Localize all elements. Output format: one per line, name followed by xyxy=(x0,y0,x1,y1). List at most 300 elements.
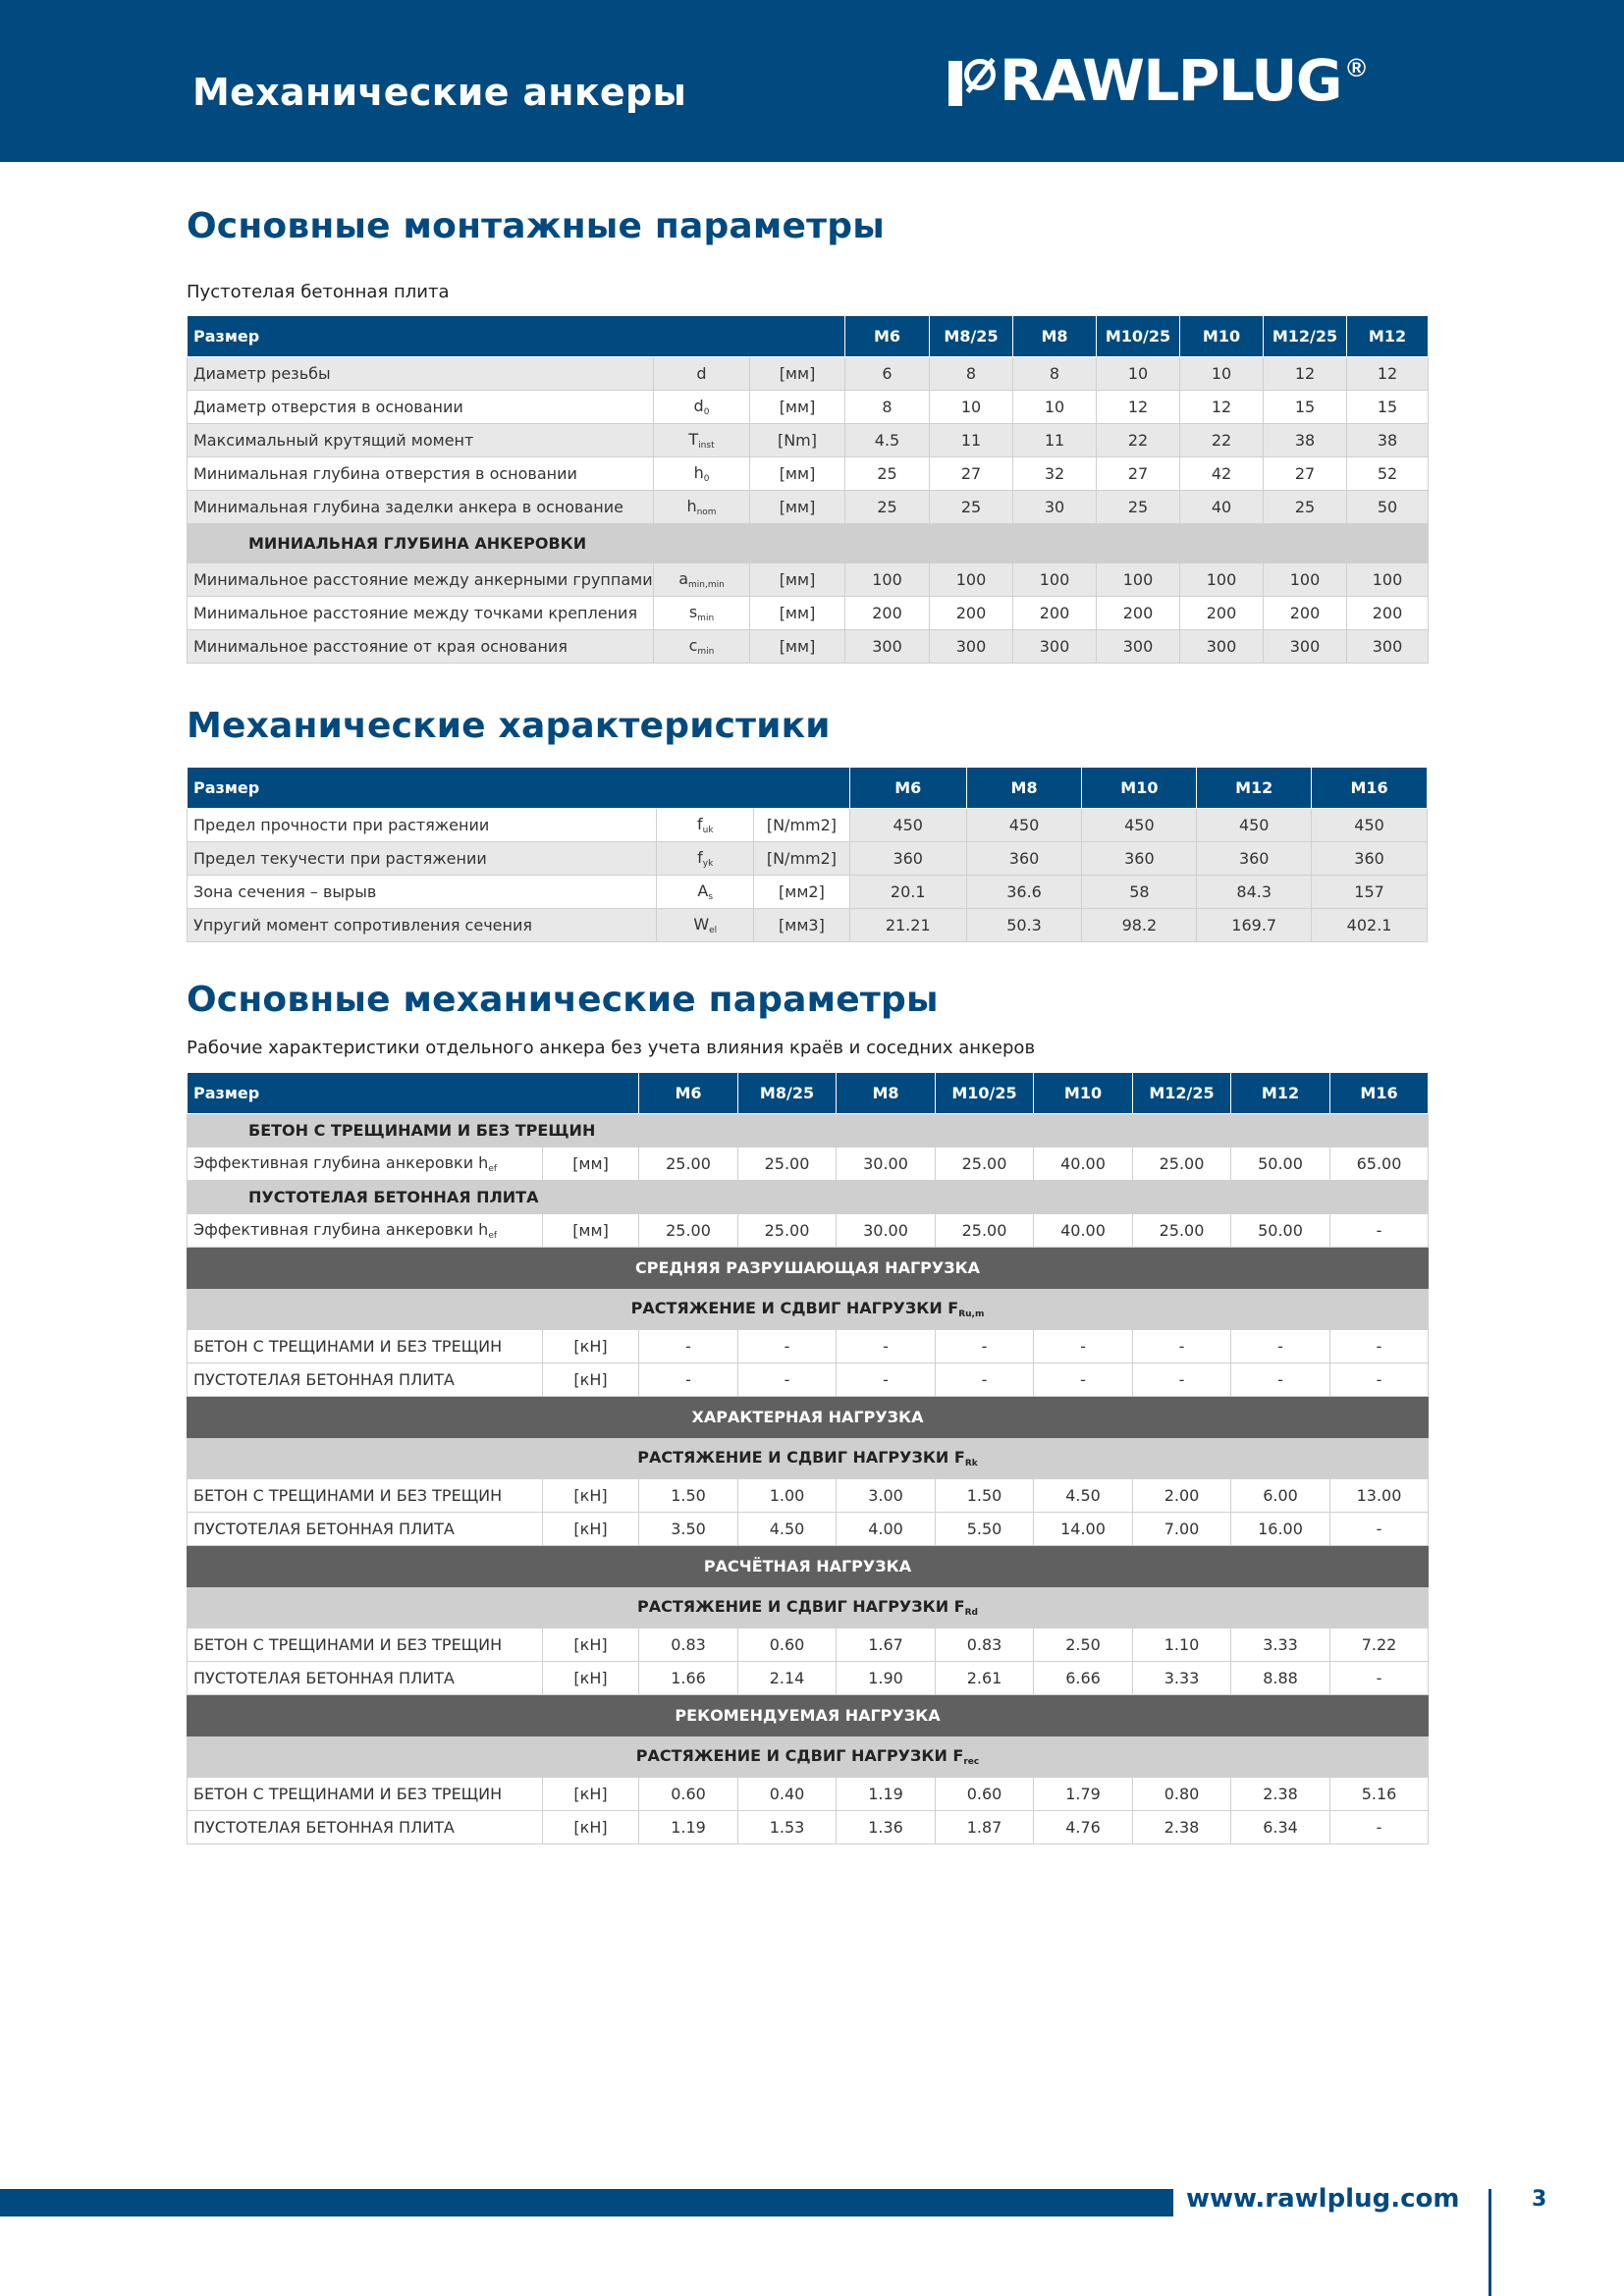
row-value: 2.14 xyxy=(738,1662,837,1695)
row-value: 4.5 xyxy=(845,424,930,457)
row-value: 200 xyxy=(1264,597,1347,630)
row-label: Минимальное расстояние между точками крепления xyxy=(188,597,654,630)
table-row xyxy=(188,909,1428,942)
row-value: - xyxy=(1133,1363,1231,1397)
row-value: 1.50 xyxy=(639,1479,738,1513)
row-value: 450 xyxy=(1082,809,1197,842)
row-value: 3.33 xyxy=(1133,1662,1231,1695)
row-value: 22 xyxy=(1097,424,1180,457)
row-value: 13.00 xyxy=(1330,1479,1429,1513)
load-group-subtitle: РАСТЯЖЕНИЕ И СДВИГ НАГРУЗКИ $F_{Rd}$ xyxy=(188,1587,1429,1629)
row-label: ПУСТОТЕЛАЯ БЕТОННАЯ ПЛИТА xyxy=(188,1662,543,1695)
row-label: Минимальная глубина отверстия в основании xyxy=(188,457,654,491)
load-row xyxy=(188,1662,1429,1695)
header-size: M16 xyxy=(1330,1073,1429,1114)
row-value: 98.2 xyxy=(1082,909,1197,942)
row-value: 25.00 xyxy=(738,1148,837,1181)
symbol-cell: $f_{uk}$ xyxy=(657,809,754,842)
row-unit: [мм] xyxy=(543,1148,639,1181)
row-unit: [мм] xyxy=(750,630,845,664)
row-value: 200 xyxy=(1347,597,1429,630)
row-unit: [кН] xyxy=(543,1811,639,1844)
row-value: 1.19 xyxy=(639,1811,738,1844)
section1-title: Основные монтажные параметры xyxy=(187,206,885,246)
row-value: 50 xyxy=(1347,491,1429,524)
row-value: 5.16 xyxy=(1330,1778,1429,1811)
row-value: 42 xyxy=(1180,457,1264,491)
row-unit: [кН] xyxy=(543,1330,639,1363)
page-number: 3 xyxy=(1532,2187,1547,2212)
row-value: - xyxy=(639,1330,738,1363)
row-value: - xyxy=(1330,1214,1429,1248)
row-value: 6.00 xyxy=(1231,1479,1330,1513)
load-row xyxy=(188,1811,1429,1844)
row-value: 200 xyxy=(930,597,1013,630)
rawlplug-logo xyxy=(945,47,1367,114)
header-size: M10 xyxy=(1034,1073,1133,1114)
logo-wordmark: RAWLPLUG xyxy=(1000,47,1341,114)
row-value: 50.00 xyxy=(1231,1214,1330,1248)
row-value: 11 xyxy=(930,424,1013,457)
symbol-subscript: el xyxy=(709,926,718,935)
row-label: ПУСТОТЕЛАЯ БЕТОННАЯ ПЛИТА xyxy=(188,1811,543,1844)
section3-title: Основные механические параметры xyxy=(187,980,939,1020)
symbol-subscript: 0 xyxy=(703,474,710,484)
row-value: 7.22 xyxy=(1330,1629,1429,1662)
header-size: M6 xyxy=(849,768,966,809)
row-label: ПУСТОТЕЛАЯ БЕТОННАЯ ПЛИТА xyxy=(188,1363,543,1397)
row-value: 3.00 xyxy=(837,1479,936,1513)
row-unit: [кН] xyxy=(543,1363,639,1397)
row-value: 200 xyxy=(1180,597,1264,630)
row-value: 4.50 xyxy=(738,1513,837,1546)
symbol-cell: $s_{min}$ xyxy=(654,597,750,630)
row-unit: [N/mm2] xyxy=(754,809,850,842)
header-size-label: Размер xyxy=(188,1073,639,1114)
hollow-slab-subheader xyxy=(188,1181,1429,1214)
row-value: 100 xyxy=(1264,563,1347,597)
row-value: 40 xyxy=(1180,491,1264,524)
embedment-depth-row xyxy=(188,1214,1429,1248)
row-value: 360 xyxy=(966,842,1082,876)
section3-subtitle: Рабочие характеристики отдельного анкера без учета влияния краёв и соседних анкеров xyxy=(187,1038,1036,1058)
header-size: M10/25 xyxy=(936,1073,1034,1114)
load-group-title: РАСЧЁТНАЯ НАГРУЗКА xyxy=(188,1546,1429,1587)
row-label: БЕТОН С ТРЕЩИНАМИ И БЕЗ ТРЕЩИН xyxy=(188,1330,543,1363)
row-value: - xyxy=(1133,1330,1231,1363)
table-row xyxy=(188,563,1429,597)
row-value: 25.00 xyxy=(1133,1148,1231,1181)
row-value: 12 xyxy=(1264,357,1347,391)
row-value: - xyxy=(1034,1363,1133,1397)
row-value: 1.36 xyxy=(837,1811,936,1844)
row-value: - xyxy=(738,1330,837,1363)
load-group-subheader xyxy=(188,1438,1429,1479)
row-value: 0.83 xyxy=(936,1629,1034,1662)
table-header-row xyxy=(188,1073,1429,1114)
row-value: 10 xyxy=(1013,391,1097,424)
symbol-subscript: s xyxy=(708,892,714,902)
symbol-subscript: rec xyxy=(963,1757,980,1767)
row-unit: [мм2] xyxy=(754,876,850,909)
row-value: 360 xyxy=(1197,842,1312,876)
header-size: M10 xyxy=(1180,316,1264,357)
row-unit: [кН] xyxy=(543,1662,639,1695)
header-size-label: Размер xyxy=(188,316,845,357)
row-value: 2.38 xyxy=(1231,1778,1330,1811)
row-value: 30 xyxy=(1013,491,1097,524)
row-value: 11 xyxy=(1013,424,1097,457)
row-value: 100 xyxy=(1013,563,1097,597)
footer-website-link[interactable]: www.rawlplug.com xyxy=(1186,2184,1460,2214)
symbol-cell: $c_{min}$ xyxy=(654,630,750,664)
row-unit: [мм] xyxy=(750,357,845,391)
row-value: 100 xyxy=(1347,563,1429,597)
header-size: M16 xyxy=(1312,768,1428,809)
row-value: 1.10 xyxy=(1133,1629,1231,1662)
row-value: 3.33 xyxy=(1231,1629,1330,1662)
row-value: 25.00 xyxy=(936,1148,1034,1181)
symbol-subscript: uk xyxy=(702,826,714,835)
row-value: 6 xyxy=(845,357,930,391)
rawlplug-logo-mark-icon xyxy=(945,55,1000,106)
mechanical-properties-table xyxy=(187,767,1428,942)
row-value: - xyxy=(936,1330,1034,1363)
row-value: 1.50 xyxy=(936,1479,1034,1513)
row-unit: [кН] xyxy=(543,1778,639,1811)
cracked-concrete-subheader xyxy=(188,1114,1429,1148)
header-size: M6 xyxy=(845,316,930,357)
row-value: 25.00 xyxy=(639,1148,738,1181)
load-parameters-table xyxy=(187,1072,1429,1844)
subheader-label: ПУСТОТЕЛАЯ БЕТОННАЯ ПЛИТА xyxy=(188,1181,1429,1214)
row-value: 200 xyxy=(1013,597,1097,630)
table-header-row xyxy=(188,768,1428,809)
load-group-title: ХАРАКТЕРНАЯ НАГРУЗКА xyxy=(188,1397,1429,1438)
row-value: - xyxy=(1034,1330,1133,1363)
row-value: 8.88 xyxy=(1231,1662,1330,1695)
row-value: 360 xyxy=(849,842,966,876)
symbol-subscript: yk xyxy=(702,859,714,869)
row-value: 22 xyxy=(1180,424,1264,457)
row-unit: [мм] xyxy=(750,491,845,524)
row-value: 10 xyxy=(930,391,1013,424)
row-value: 5.50 xyxy=(936,1513,1034,1546)
row-value: 40.00 xyxy=(1034,1214,1133,1248)
load-row xyxy=(188,1513,1429,1546)
row-value: 4.50 xyxy=(1034,1479,1133,1513)
table-row xyxy=(188,424,1429,457)
header-size: M12 xyxy=(1197,768,1312,809)
header-size: M10 xyxy=(1082,768,1197,809)
row-value: 4.00 xyxy=(837,1513,936,1546)
installation-parameters-table xyxy=(187,315,1429,664)
load-group-subtitle: РАСТЯЖЕНИЕ И СДВИГ НАГРУЗКИ $F_{Rk}$ xyxy=(188,1438,1429,1479)
row-value: 450 xyxy=(1197,809,1312,842)
header-size: M8 xyxy=(1013,316,1097,357)
row-unit: [мм] xyxy=(750,391,845,424)
symbol-subscript: Rd xyxy=(964,1608,978,1618)
row-value: 300 xyxy=(1264,630,1347,664)
load-row xyxy=(188,1629,1429,1662)
row-value: 360 xyxy=(1312,842,1428,876)
row-label: Диаметр резьбы xyxy=(188,357,654,391)
row-value: 0.80 xyxy=(1133,1778,1231,1811)
row-value: 12 xyxy=(1097,391,1180,424)
table-row xyxy=(188,357,1429,391)
header-size: M12/25 xyxy=(1133,1073,1231,1114)
load-group-header xyxy=(188,1397,1429,1438)
row-value: 25.00 xyxy=(738,1214,837,1248)
row-value: 0.60 xyxy=(639,1778,738,1811)
symbol-subscript: inst xyxy=(698,441,715,451)
symbol-subscript: 0 xyxy=(703,407,710,417)
row-label: Предел текучести при растяжении xyxy=(188,842,657,876)
symbol-cell: $h_{nom}$ xyxy=(654,491,750,524)
row-value: 300 xyxy=(1347,630,1429,664)
row-label: Зона сечения – вырыв xyxy=(188,876,657,909)
symbol-subscript: ef xyxy=(488,1231,498,1241)
row-value: 100 xyxy=(1097,563,1180,597)
symbol-cell: $a_{min,min}$ xyxy=(654,563,750,597)
row-value: - xyxy=(1330,1513,1429,1546)
symbol-subscript: min,min xyxy=(688,580,725,590)
table-row xyxy=(188,809,1428,842)
load-group-subtitle: РАСТЯЖЕНИЕ И СДВИГ НАГРУЗКИ $F_{rec}$ xyxy=(188,1736,1429,1778)
row-value: 30.00 xyxy=(837,1148,936,1181)
row-value: 50.00 xyxy=(1231,1148,1330,1181)
row-value: 32 xyxy=(1013,457,1097,491)
row-value: - xyxy=(936,1363,1034,1397)
row-value: 65.00 xyxy=(1330,1148,1429,1181)
row-unit: [мм] xyxy=(750,563,845,597)
row-value: - xyxy=(1231,1330,1330,1363)
row-value: 25 xyxy=(1264,491,1347,524)
row-value: 1.87 xyxy=(936,1811,1034,1844)
row-label: Минимальное расстояние от края основания xyxy=(188,630,654,664)
row-value: 4.76 xyxy=(1034,1811,1133,1844)
load-group-header xyxy=(188,1546,1429,1587)
row-value: 25 xyxy=(845,491,930,524)
row-label: Предел прочности при растяжении xyxy=(188,809,657,842)
row-value: - xyxy=(1330,1662,1429,1695)
row-value: 200 xyxy=(845,597,930,630)
row-value: 1.19 xyxy=(837,1778,936,1811)
header-size-label: Размер xyxy=(188,768,850,809)
symbol-subscript: nom xyxy=(696,507,717,517)
row-value: 25.00 xyxy=(1133,1214,1231,1248)
header-size: M12 xyxy=(1231,1073,1330,1114)
symbol-subscript: min xyxy=(697,647,715,657)
row-label: БЕТОН С ТРЕЩИНАМИ И БЕЗ ТРЕЩИН xyxy=(188,1629,543,1662)
header-size: M8/25 xyxy=(738,1073,837,1114)
row-value: 50.3 xyxy=(966,909,1082,942)
load-group-subheader xyxy=(188,1736,1429,1778)
row-value: 402.1 xyxy=(1312,909,1428,942)
row-unit: [мм3] xyxy=(754,909,850,942)
symbol-subscript: Rk xyxy=(964,1459,978,1468)
row-value: 100 xyxy=(930,563,1013,597)
row-value: 450 xyxy=(1312,809,1428,842)
row-value: 1.67 xyxy=(837,1629,936,1662)
table-row xyxy=(188,842,1428,876)
row-label: БЕТОН С ТРЕЩИНАМИ И БЕЗ ТРЕЩИН xyxy=(188,1778,543,1811)
header-size: M8 xyxy=(966,768,1082,809)
row-value: - xyxy=(1330,1330,1429,1363)
row-value: 200 xyxy=(1097,597,1180,630)
row-value: 300 xyxy=(1097,630,1180,664)
row-value: 169.7 xyxy=(1197,909,1312,942)
symbol-cell: $A_s$ xyxy=(657,876,754,909)
row-value: - xyxy=(837,1363,936,1397)
row-value: 8 xyxy=(1013,357,1097,391)
load-group-header xyxy=(188,1695,1429,1736)
row-value: 25.00 xyxy=(936,1214,1034,1248)
table-header-row xyxy=(188,316,1429,357)
row-label: Минимальное расстояние между анкерными группами xyxy=(188,563,654,597)
table-row xyxy=(188,491,1429,524)
row-label: ПУСТОТЕЛАЯ БЕТОННАЯ ПЛИТА xyxy=(188,1513,543,1546)
row-value: 16.00 xyxy=(1231,1513,1330,1546)
row-value: 25 xyxy=(845,457,930,491)
row-value: 1.66 xyxy=(639,1662,738,1695)
row-value: - xyxy=(1330,1363,1429,1397)
section1-subtitle: Пустотелая бетонная плита xyxy=(187,282,450,302)
load-group-header xyxy=(188,1248,1429,1289)
subheader-label: БЕТОН С ТРЕЩИНАМИ И БЕЗ ТРЕЩИН xyxy=(188,1114,1429,1148)
row-value: 15 xyxy=(1264,391,1347,424)
row-unit: [Nm] xyxy=(750,424,845,457)
row-value: 100 xyxy=(1180,563,1264,597)
load-group-subtitle: РАСТЯЖЕНИЕ И СДВИГ НАГРУЗКИ $F_{Ru,m}$ xyxy=(188,1289,1429,1330)
row-unit: [кН] xyxy=(543,1479,639,1513)
row-value: - xyxy=(1231,1363,1330,1397)
load-group-title: СРЕДНЯЯ РАЗРУШАЮЩАЯ НАГРУЗКА xyxy=(188,1248,1429,1289)
row-value: 1.90 xyxy=(837,1662,936,1695)
row-label: Минимальная глубина заделки анкера в основание xyxy=(188,491,654,524)
row-value: 2.00 xyxy=(1133,1479,1231,1513)
row-value: 2.38 xyxy=(1133,1811,1231,1844)
row-value: 300 xyxy=(1013,630,1097,664)
row-value: 1.79 xyxy=(1034,1778,1133,1811)
row-value: 1.53 xyxy=(738,1811,837,1844)
symbol-cell: $T_{inst}$ xyxy=(654,424,750,457)
table-row xyxy=(188,391,1429,424)
row-value: 38 xyxy=(1264,424,1347,457)
row-value: 7.00 xyxy=(1133,1513,1231,1546)
row-value: 6.34 xyxy=(1231,1811,1330,1844)
load-row xyxy=(188,1330,1429,1363)
symbol-subscript: Ru,m xyxy=(958,1309,985,1319)
row-value: 450 xyxy=(966,809,1082,842)
row-label: Максимальный крутящий момент xyxy=(188,424,654,457)
load-row xyxy=(188,1479,1429,1513)
row-value: - xyxy=(1330,1811,1429,1844)
load-row xyxy=(188,1363,1429,1397)
table-row xyxy=(188,876,1428,909)
row-value: 84.3 xyxy=(1197,876,1312,909)
row-value: 3.50 xyxy=(639,1513,738,1546)
row-unit: [кН] xyxy=(543,1513,639,1546)
row-value: 100 xyxy=(845,563,930,597)
row-value: 20.1 xyxy=(849,876,966,909)
header-size: M12 xyxy=(1347,316,1429,357)
row-value: 0.60 xyxy=(738,1629,837,1662)
row-unit: [мм] xyxy=(750,457,845,491)
row-value: 450 xyxy=(849,809,966,842)
row-value: 0.40 xyxy=(738,1778,837,1811)
row-value: 25.00 xyxy=(639,1214,738,1248)
row-value: 0.60 xyxy=(936,1778,1034,1811)
row-value: 27 xyxy=(1264,457,1347,491)
row-value: 12 xyxy=(1347,357,1429,391)
row-label: Эффективная глубина анкеровки $h_{ef}$ xyxy=(188,1214,543,1248)
symbol-cell: $W_{el}$ xyxy=(657,909,754,942)
row-value: 30.00 xyxy=(837,1214,936,1248)
row-label: БЕТОН С ТРЕЩИНАМИ И БЕЗ ТРЕЩИН xyxy=(188,1479,543,1513)
row-value: 8 xyxy=(845,391,930,424)
row-value: 300 xyxy=(930,630,1013,664)
registered-mark: ® xyxy=(1346,53,1367,82)
row-value: 38 xyxy=(1347,424,1429,457)
table-subheader-row xyxy=(188,524,1429,563)
header-size: M6 xyxy=(639,1073,738,1114)
row-value: 36.6 xyxy=(966,876,1082,909)
row-value: 10 xyxy=(1097,357,1180,391)
row-value: 12 xyxy=(1180,391,1264,424)
row-value: 15 xyxy=(1347,391,1429,424)
load-group-title: РЕКОМЕНДУЕМАЯ НАГРУЗКА xyxy=(188,1695,1429,1736)
header-size: M10/25 xyxy=(1097,316,1180,357)
row-value: 1.00 xyxy=(738,1479,837,1513)
load-group-subheader xyxy=(188,1587,1429,1629)
row-value: 300 xyxy=(1180,630,1264,664)
row-value: 40.00 xyxy=(1034,1148,1133,1181)
row-unit: [мм] xyxy=(750,597,845,630)
symbol-subscript: min xyxy=(697,614,715,623)
row-label: Упругий момент сопротивления сечения xyxy=(188,909,657,942)
footer-bar xyxy=(0,2189,1173,2216)
row-value: 10 xyxy=(1180,357,1264,391)
header-size: M8 xyxy=(837,1073,936,1114)
row-value: - xyxy=(639,1363,738,1397)
row-value: 157 xyxy=(1312,876,1428,909)
symbol-cell: $f_{yk}$ xyxy=(657,842,754,876)
footer-divider xyxy=(1489,2189,1491,2296)
subheader-label: МИНИАЛЬНАЯ ГЛУБИНА АНКЕРОВКИ xyxy=(188,524,1429,563)
header-size: M12/25 xyxy=(1264,316,1347,357)
row-value: 25 xyxy=(930,491,1013,524)
row-value: 2.50 xyxy=(1034,1629,1133,1662)
symbol-subscript: ef xyxy=(488,1164,498,1174)
table-row xyxy=(188,630,1429,664)
row-label: Эффективная глубина анкеровки $h_{ef}$ xyxy=(188,1148,543,1181)
row-value: 58 xyxy=(1082,876,1197,909)
row-value: - xyxy=(738,1363,837,1397)
row-label: Диаметр отверстия в основании xyxy=(188,391,654,424)
row-unit: [кН] xyxy=(543,1629,639,1662)
row-value: 6.66 xyxy=(1034,1662,1133,1695)
row-value: 360 xyxy=(1082,842,1197,876)
symbol-cell: $d_0$ xyxy=(654,391,750,424)
row-value: 27 xyxy=(930,457,1013,491)
embedment-depth-row xyxy=(188,1148,1429,1181)
row-value: 52 xyxy=(1347,457,1429,491)
header-title: Механические анкеры xyxy=(192,71,687,114)
row-value: - xyxy=(837,1330,936,1363)
row-value: 2.61 xyxy=(936,1662,1034,1695)
load-group-subheader xyxy=(188,1289,1429,1330)
